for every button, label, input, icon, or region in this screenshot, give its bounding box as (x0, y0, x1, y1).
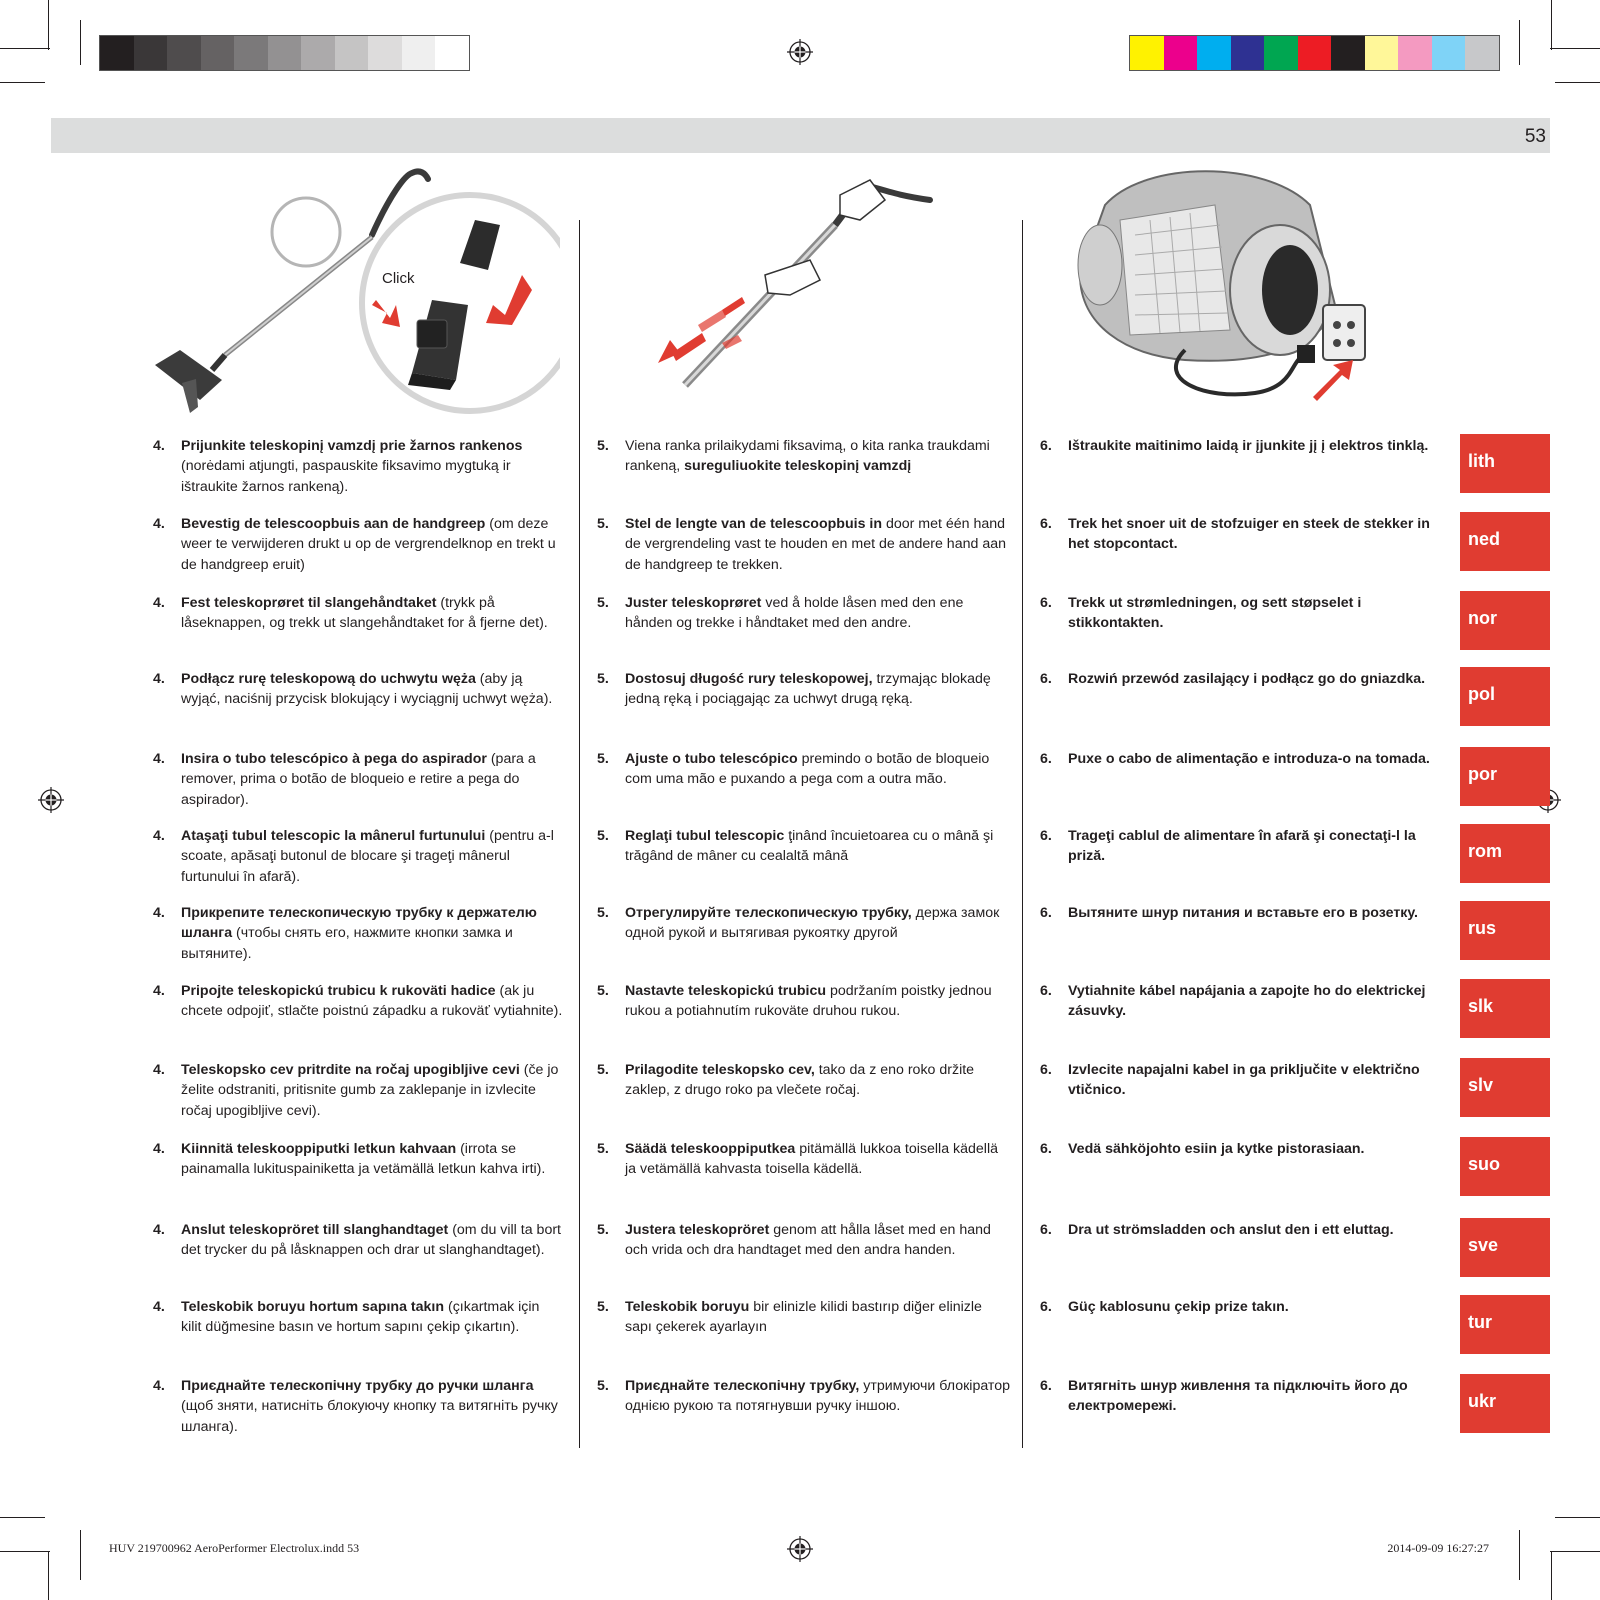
step-text (1068, 1220, 1450, 1240)
step-text-bold: Fest teleskoprøret til slangehåndtaket (181, 595, 437, 611)
step-text (1068, 1376, 1450, 1417)
step-text (1068, 903, 1450, 923)
step-text-bold: Justera teleskopröret (625, 1222, 770, 1238)
step-text (181, 826, 563, 887)
step-number: 6. (1040, 905, 1052, 921)
footer-date: 2014-09-09 16:27:27 (1387, 1541, 1489, 1555)
step-text (1068, 1139, 1450, 1159)
step-text-bold: Nastavte teleskopickú trubicu (625, 983, 827, 999)
header-band (51, 118, 1550, 153)
language-tab: lith (1460, 434, 1550, 493)
step-number: 4. (153, 1062, 165, 1078)
step-number: 4. (153, 1299, 165, 1315)
step-text (1068, 593, 1450, 634)
step-number: 4. (153, 516, 165, 532)
language-tab: pol (1460, 667, 1550, 726)
step-text-bold: Dra ut strömsladden och anslut den i ett eluttag. (1068, 1222, 1394, 1238)
step-text-bold: Вытяните шнур питания и вставьте его в розетку. (1068, 905, 1418, 921)
step-text (181, 1376, 563, 1437)
step-number: 4. (153, 438, 165, 454)
color-bar (1129, 35, 1500, 71)
color-swatch (301, 36, 335, 70)
color-swatch (1264, 36, 1298, 70)
step-number: 6. (1040, 1062, 1052, 1078)
language-tab: slk (1460, 979, 1550, 1038)
step-number: 6. (1040, 595, 1052, 611)
color-swatch (201, 36, 235, 70)
step-text-bold: Teleskobik boruyu (625, 1299, 750, 1315)
language-tab: rus (1460, 901, 1550, 960)
step-text-regular: (pentru a-l scoate, apăsaţi butonul de blocare şi trageţi mânerul furtunului în afară). (181, 828, 554, 885)
step-text-regular: bir elinizle kilidi bastırıp diğer elinizle sapı çekerek ayarlayın (625, 1299, 982, 1336)
step-number: 5. (597, 828, 609, 844)
step-text-bold: Prilagodite teleskopsko cev, (625, 1062, 815, 1078)
column-divider (579, 220, 580, 1448)
step-text-regular: (om deze weer te verwijderen drukt u op de vergrendelknop en trekt u de handgreep eruit) (181, 516, 556, 573)
step-text-bold: Säädä teleskooppiputkea (625, 1141, 796, 1157)
step-text-regular: (çıkartmak için kilit düğmesine basın ve hortum sapını çekip çıkartın). (181, 1299, 540, 1336)
color-swatch (1331, 36, 1365, 70)
footer-file: HUV 219700962 AeroPerformer Electrolux.indd 53 (109, 1541, 360, 1555)
step-text (625, 903, 1012, 944)
step-text-bold: Trageţi cablul de alimentare în afară şi conectaţi-l la priză. (1068, 828, 1416, 865)
language-tab: ukr (1460, 1374, 1550, 1433)
step-text-bold: Trek het snoer uit de stofzuiger en steek de stekker in het stopcontact. (1068, 516, 1430, 553)
step-text-bold: Rozwiń przewód zasilający i podłącz go do gniazdka. (1068, 671, 1426, 687)
step-text (181, 669, 563, 710)
step-number: 5. (597, 1299, 609, 1315)
step-text (181, 1220, 563, 1261)
step-text-bold: Izvlecite napajalni kabel in ga priključite v električno vtičnico. (1068, 1062, 1420, 1099)
step-text (1068, 669, 1450, 689)
step-text (625, 1220, 1012, 1261)
step-text-regular: (irrota se painamalla lukituspainiketta ja vetämällä letkun kahva irti). (181, 1141, 546, 1178)
step-number: 4. (153, 595, 165, 611)
step-text-bold: Stel de lengte van de telescoopbuis in (625, 516, 883, 532)
step-text (181, 436, 563, 497)
color-swatch (1365, 36, 1399, 70)
step-text-regular: (para a remover, prima o botão de bloqueio e retire a pega do aspirador). (181, 751, 536, 808)
step-text-regular: pitämällä lukkoa toisella kädellä ja vetämällä kahvasta toisella kädellä. (625, 1141, 998, 1178)
step-text (181, 903, 563, 964)
color-swatch (167, 36, 201, 70)
step-text (625, 1376, 1012, 1417)
step-text-regular: tako da z eno roko držite zaklep, z drugo roko pa vlečete ročaj. (625, 1062, 975, 1099)
step-text-regular: (trykk på låseknappen, og trekk ut slangehåndtaket for å fjerne det). (181, 595, 548, 632)
telescopic-adjust-illustration (650, 175, 950, 405)
step-text-bold: Pripojte teleskopickú trubicu k rukoväti hadice (181, 983, 496, 999)
page-number: 53 (1524, 126, 1546, 147)
registration-mark-icon (38, 787, 64, 813)
step-text (625, 436, 1012, 477)
step-text-regular: (če jo želite odstraniti, pritisnite gumb za zaklepanje in izvlecite ročaj upogibljive cevi). (181, 1062, 559, 1119)
step-text (625, 981, 1012, 1022)
step-text-regular: premindo o botão de bloqueio com uma mão e puxando a pega com a outra mão. (625, 751, 990, 788)
step-text (625, 1297, 1012, 1338)
color-swatch (1197, 36, 1231, 70)
color-swatch (1231, 36, 1265, 70)
step-number: 4. (153, 671, 165, 687)
registration-mark-icon (787, 1536, 813, 1562)
step-text-bold: Ajuste o tubo telescópico (625, 751, 798, 767)
step-number: 6. (1040, 751, 1052, 767)
color-swatch (234, 36, 268, 70)
step-text-bold: Podłącz rurę teleskopową do uchwytu węża (181, 671, 476, 687)
step-text-regular: door met één hand de vergrendeling vast te houden en met de andere hand aan de handgreep te trekken. (625, 516, 1006, 573)
step-text-bold: Teleskopsko cev pritrdite na ročaj upogibljive cevi (181, 1062, 520, 1078)
step-text (1068, 749, 1450, 769)
step-text-regular: (norėdami atjungti, paspauskite fiksavimo mygtuką ir ištraukite žarnos rankeną). (181, 458, 511, 495)
step-text (625, 514, 1012, 575)
step-number: 6. (1040, 1378, 1052, 1394)
registration-mark-icon (787, 39, 813, 65)
step-text-regular: (om du vill ta bort det trycker du på låsknappen och drar ut slanghandtaget). (181, 1222, 562, 1259)
color-swatch (134, 36, 168, 70)
step-number: 6. (1040, 438, 1052, 454)
step-text-regular: (aby ją wyjąć, naciśnij przycisk blokujący i wyciągnij uchwyt węża). (181, 671, 553, 708)
step-text-bold: Ataşaţi tubul telescopic la mânerul furtunului (181, 828, 486, 844)
grayscale-bar (99, 35, 470, 71)
step-text-bold: Ištraukite maitinimo laidą ir įjunkite jį į elektros tinklą. (1068, 438, 1429, 454)
step-text-bold: Insira o tubo telescópico à pega do aspirador (181, 751, 487, 767)
step-text (625, 1060, 1012, 1101)
step-number: 5. (597, 983, 609, 999)
color-swatch (1465, 36, 1499, 70)
step-number: 6. (1040, 671, 1052, 687)
step-text (181, 593, 563, 634)
step-number: 6. (1040, 828, 1052, 844)
step-text-regular: ţinând încuietoarea cu o mână şi trăgând de mâner cu cealaltă mână (625, 828, 994, 865)
step-text (1068, 436, 1450, 456)
step-text-bold: Приєднайте телескопічну трубку, (625, 1378, 860, 1394)
step-text-bold: Prijunkite teleskopinį vamzdį prie žarnos rankenos (181, 438, 523, 454)
step-number: 5. (597, 438, 609, 454)
step-number: 4. (153, 983, 165, 999)
step-text (625, 593, 1012, 634)
color-swatch (268, 36, 302, 70)
color-swatch (402, 36, 436, 70)
language-tab: rom (1460, 824, 1550, 883)
step-text-bold: Dostosuj długość rury teleskopowej, (625, 671, 873, 687)
step-number: 5. (597, 1222, 609, 1238)
step-number: 4. (153, 751, 165, 767)
language-tab: sve (1460, 1218, 1550, 1277)
step-text-bold: Kiinnitä teleskooppiputki letkun kahvaan (181, 1141, 457, 1157)
step-text (181, 1060, 563, 1121)
color-swatch (1398, 36, 1432, 70)
plug-in-illustration (1065, 165, 1385, 410)
step-text (625, 749, 1012, 790)
step-text-bold: Отрегулируйте телескопическую трубку, (625, 905, 912, 921)
column-divider (1022, 220, 1023, 1448)
step-number: 4. (153, 1378, 165, 1394)
step-number: 4. (153, 1141, 165, 1157)
step-number: 5. (597, 671, 609, 687)
step-number: 5. (597, 516, 609, 532)
language-tab: nor (1460, 591, 1550, 650)
step-text (181, 749, 563, 810)
color-swatch (1130, 36, 1164, 70)
language-tab: suo (1460, 1137, 1550, 1196)
step-text (1068, 826, 1450, 867)
color-swatch (335, 36, 369, 70)
language-tab: tur (1460, 1295, 1550, 1354)
step-text (625, 1139, 1012, 1180)
step-number: 6. (1040, 1141, 1052, 1157)
step-text-bold: Vedä sähköjohto esiin ja kytke pistorasiaan. (1068, 1141, 1365, 1157)
step-text-bold: Trekk ut strømledningen, og sett støpselet i stikkontakten. (1068, 595, 1362, 632)
step-text-bold: Teleskobik boruyu hortum sapına takın (181, 1299, 445, 1315)
step-number: 5. (597, 595, 609, 611)
step-text-regular: утримуючи блокіратор однією рукою та потягнувши ручку іншою. (625, 1378, 1011, 1415)
color-swatch (1298, 36, 1332, 70)
color-swatch (368, 36, 402, 70)
click-label: Click (382, 270, 415, 287)
step-text (1068, 514, 1450, 555)
step-text-regular: (чтобы снять его, нажмите кнопки замка и вытяните). (181, 925, 513, 962)
step-number: 6. (1040, 1299, 1052, 1315)
language-tab: por (1460, 747, 1550, 806)
step-text-bold: Приєднайте телескопічну трубку до ручки шланга (181, 1378, 534, 1394)
color-swatch (435, 36, 469, 70)
step-number: 6. (1040, 1222, 1052, 1238)
step-number: 5. (597, 1378, 609, 1394)
language-tab: slv (1460, 1058, 1550, 1117)
step-text-bold: Reglaţi tubul telescopic (625, 828, 785, 844)
step-number: 5. (597, 1062, 609, 1078)
step-text (181, 981, 563, 1022)
step-text-regular: podržaním poistky jednou rukou a potiahnutím rukoväte druhou rukou. (625, 983, 992, 1020)
step-text-regular: ved å holde låsen med den ene hånden og trekke i håndtaket med den andre. (625, 595, 964, 632)
step-text-bold: sureguliuokite teleskopinį vamzdį (684, 458, 912, 475)
step-text (1068, 1060, 1450, 1101)
step-number: 5. (597, 905, 609, 921)
step-text (625, 826, 1012, 867)
step-number: 4. (153, 1222, 165, 1238)
step-text-bold: Vytiahnite kábel napájania a zapojte ho do elektrickej zásuvky. (1068, 983, 1426, 1020)
step-text-bold: Juster teleskoprøret (625, 595, 762, 611)
step-number: 6. (1040, 983, 1052, 999)
color-swatch (1432, 36, 1466, 70)
step-text-bold: Puxe o cabo de alimentação e introduza-o na tomada. (1068, 751, 1430, 767)
step-text-regular: genom att hålla låset med en hand och vrida och dra handtaget med den andra handen. (625, 1222, 991, 1259)
step-text-bold: Anslut teleskopröret till slanghandtaget (181, 1222, 449, 1238)
step-text-bold: Güç kablosunu çekip prize takın. (1068, 1299, 1289, 1315)
step-text (1068, 1297, 1450, 1317)
color-swatch (100, 36, 134, 70)
step-text (1068, 981, 1450, 1022)
step-text-regular: (щоб зняти, натисніть блокуючу кнопку та витягніть ручку шланга). (181, 1398, 558, 1435)
telescopic-tube-attach-illustration (150, 165, 560, 430)
step-number: 5. (597, 1141, 609, 1157)
step-number: 4. (153, 905, 165, 921)
step-text (181, 1139, 563, 1180)
step-text-regular: держа замок одной рукой и вытягивая рукоятку другой (625, 905, 1000, 942)
step-text-bold: Витягніть шнур живлення та підключіть його до електромережі. (1068, 1378, 1408, 1415)
step-number: 6. (1040, 516, 1052, 532)
step-text-regular: trzymając blokadę jedną ręką i pociągając za uchwyt drugą ręką. (625, 671, 991, 708)
step-text (625, 669, 1012, 710)
step-text-bold: Bevestig de telescoopbuis aan de handgreep (181, 516, 486, 532)
step-text (181, 514, 563, 575)
step-text (181, 1297, 563, 1338)
step-text-regular: (ak ju chcete odpojiť, stlačte poistnú západku a rukoväť vytiahnite). (181, 983, 563, 1020)
step-text-bold: Прикрепите телескопическую трубку к держателю шланга (181, 905, 537, 942)
step-number: 4. (153, 828, 165, 844)
color-swatch (1164, 36, 1198, 70)
step-text-regular: Viena ranka prilaikydami fiksavimą, o kita ranka traukdami rankeną, (625, 438, 990, 475)
step-number: 5. (597, 751, 609, 767)
language-tab: ned (1460, 512, 1550, 571)
